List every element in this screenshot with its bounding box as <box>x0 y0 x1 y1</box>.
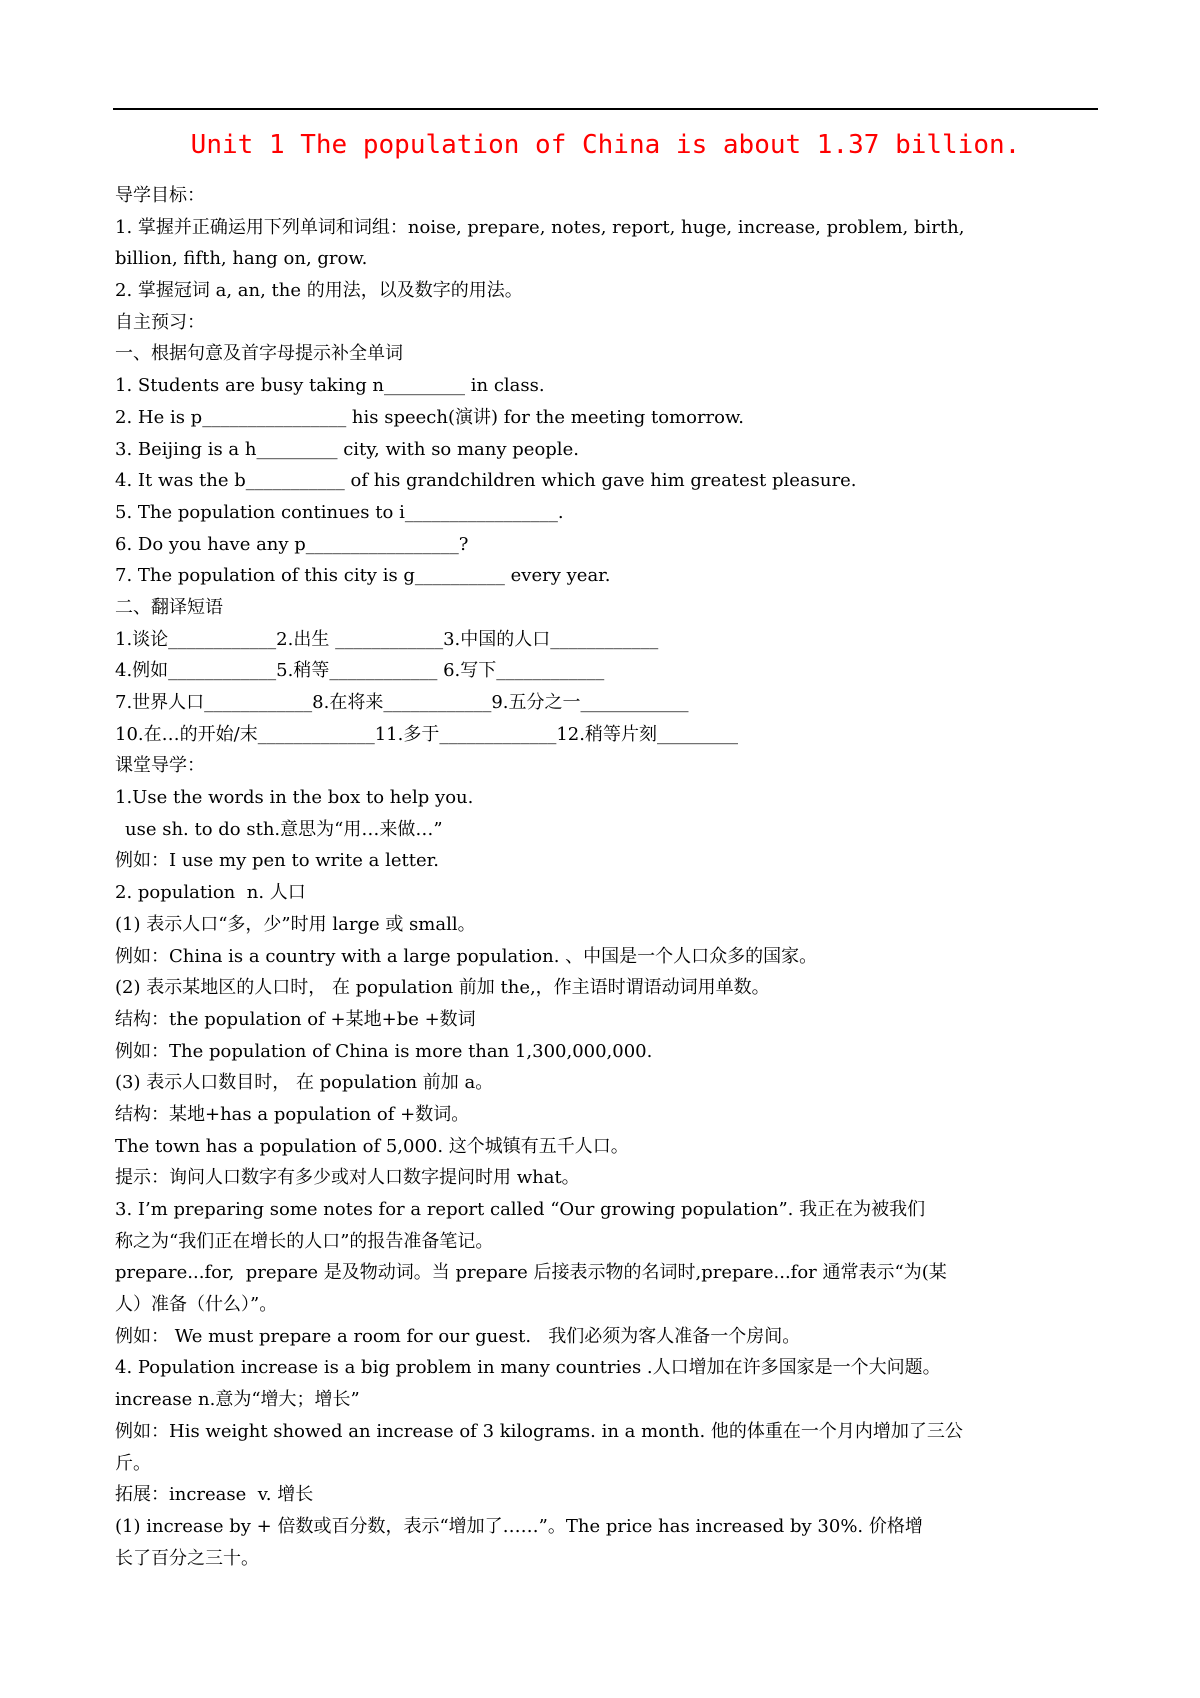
section-heading: 自主预习： <box>115 311 205 333</box>
document-body <box>115 180 1100 1574</box>
text-line: increase n.意为“增大；增长” <box>115 1389 360 1411</box>
exercise-item: 7. The population of this city is g__________ every year. <box>115 565 611 587</box>
exercise-item: 6. Do you have any p_________________? <box>115 533 469 555</box>
exercise-item: 1. Students are busy taking n_________ in class. <box>115 375 545 397</box>
section-heading: 导学目标： <box>115 185 205 206</box>
exercise-item: 5. The population continues to i_________________. <box>115 501 564 523</box>
text-line: 例如：The population of China is more than 1,300,000,000. <box>115 1040 653 1062</box>
text-line: 结构：the population of +某地+be +数词 <box>115 1008 476 1030</box>
section-heading: 二、翻译短语 <box>115 596 223 618</box>
text-line: use sh. to do sth.意思为“用…来做…” <box>125 818 443 840</box>
text-line: 提示：询问人口数字有多少或对人口数字提问时用 what。 <box>115 1167 580 1189</box>
exercise-item: 1.谈论____________2.出生 ____________3.中国的人口____________ <box>115 628 659 650</box>
text-line: 2. 掌握冠词 a, an, the 的用法，以及数字的用法。 <box>115 280 523 302</box>
text-line: (3) 表示人口数目时， 在 population 前加 a。 <box>115 1072 494 1094</box>
text-line: 长了百分之三十。 <box>115 1547 259 1569</box>
exercise-item: 4.例如____________5.稍等____________ 6.写下____________ <box>115 660 605 682</box>
text-line: 3. I’m preparing some notes for a report called “Our growing population”. 我正在为被我们 <box>115 1199 926 1220</box>
text-line: 人）准备（什么）”。 <box>115 1294 278 1316</box>
page-title: Unit 1 The population of China is about 1.37 billion. <box>190 130 1021 160</box>
text-line: billion, fifth, hang on, grow. <box>115 248 368 270</box>
text-line: 例如： We must prepare a room for our guest. 我们必须为客人准备一个房间。 <box>115 1325 801 1347</box>
exercise-item: 2. He is p________________ his speech(演讲) for the meeting tomorrow. <box>115 406 744 428</box>
section-heading: 一、根据句意及首字母提示补全单词 <box>115 343 403 365</box>
text-line: (2) 表示某地区的人口时， 在 population 前加 the,，作主语时谓语动词用单数。 <box>115 977 770 999</box>
text-line: 4. Population increase is a big problem in many countries .人口增加在许多国家是一个大问题。 <box>115 1357 941 1379</box>
text-line: The town has a population of 5,000. 这个城镇有五千人口。 <box>115 1135 629 1157</box>
section-heading: 课堂导学： <box>115 755 205 777</box>
text-line: 例如：China is a country with a large population. 、中国是一个人口众多的国家。 <box>115 945 818 967</box>
text-line: 结构：某地+has a population of +数词。 <box>115 1103 470 1125</box>
exercise-item: 3. Beijing is a h_________ city, with so many people. <box>115 438 579 460</box>
text-line: (1) 表示人口“多，少”时用 large 或 small。 <box>115 913 476 935</box>
text-line: prepare...for, prepare 是及物动词。当 prepare 后接表示物的名词时,prepare...for 通常表示“为(某 <box>115 1262 947 1284</box>
text-line: 1. 掌握并正确运用下列单词和词组：noise, prepare, notes, report, huge, increase, problem, birth, <box>115 216 965 238</box>
exercise-item: 7.世界人口____________8.在将来____________9.五分之一____________ <box>115 692 689 713</box>
text-line: 例如：His weight showed an increase of 3 kilograms. in a month. 他的体重在一个月内增加了三公 <box>115 1420 963 1442</box>
text-line: 例如：I use my pen to write a letter. <box>115 850 439 872</box>
text-line: 拓展：increase v. 增长 <box>115 1484 314 1506</box>
text-line: 称之为“我们正在增长的人口”的报告准备笔记。 <box>115 1230 494 1252</box>
exercise-item: 10.在…的开始/末_____________11.多于_____________12.稍等片刻_________ <box>115 723 738 745</box>
exercise-item: 4. It was the b___________ of his grandchildren which gave him greatest pleasure. <box>115 470 857 492</box>
text-line: 1.Use the words in the box to help you. <box>115 787 474 809</box>
header-rule <box>113 108 1098 110</box>
text-line: 斤。 <box>115 1452 151 1474</box>
text-line: 2. population n. 人口 <box>115 882 306 904</box>
text-line: (1) increase by + 倍数或百分数，表示“增加了……”。The price has increased by 30%. 价格增 <box>115 1515 923 1537</box>
